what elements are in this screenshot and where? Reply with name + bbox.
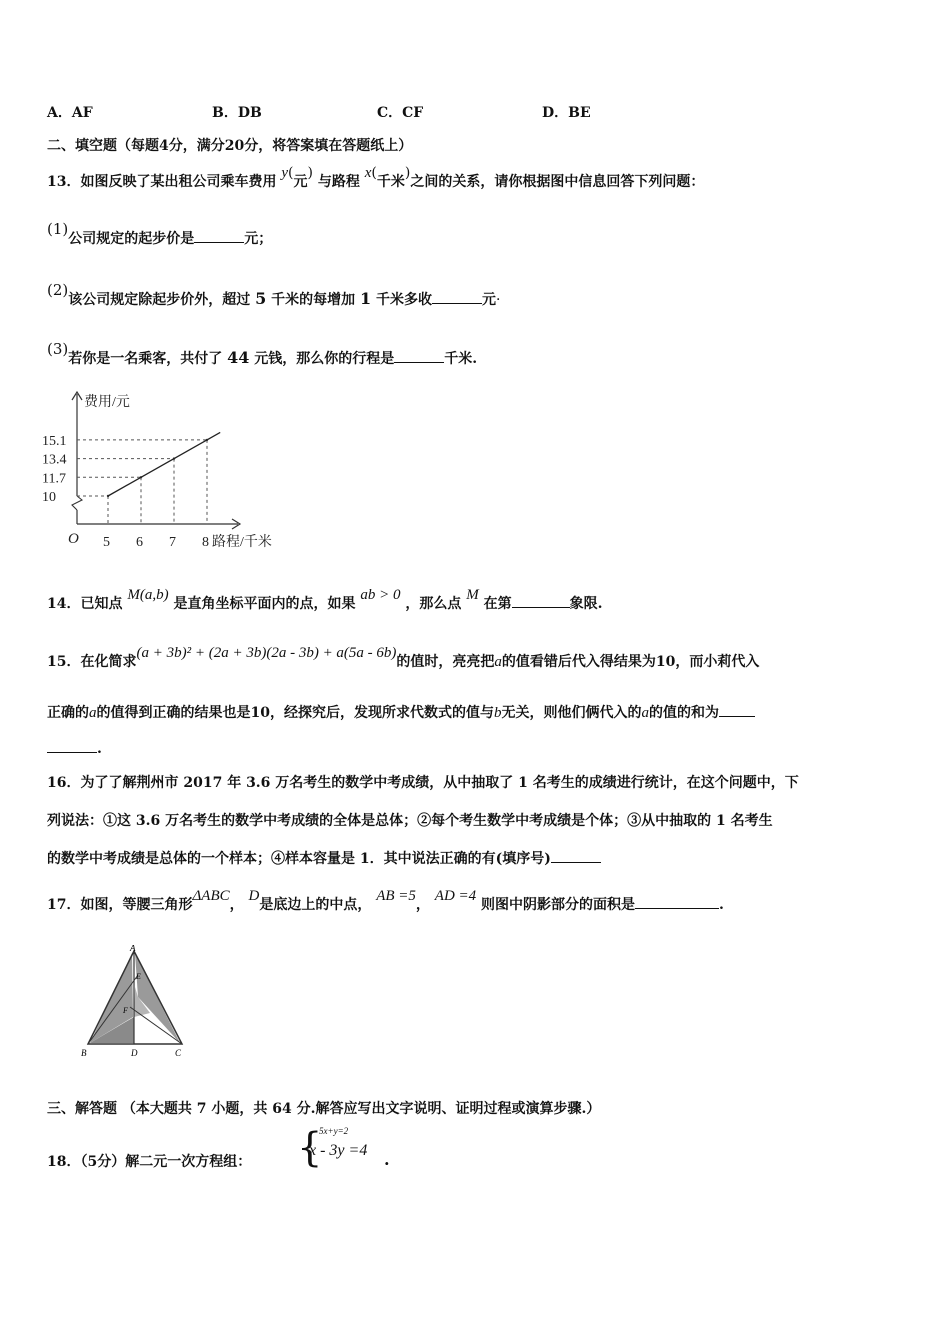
q16-line-3 bbox=[47, 848, 601, 869]
q15-blank-2 bbox=[47, 738, 97, 753]
q13-p3-a: 若你是一名乘客，共付了 bbox=[68, 351, 223, 367]
q18-stem: 18．（5分）解二元一次方程组： bbox=[47, 1154, 252, 1170]
q13-y-symbol: y bbox=[281, 165, 289, 181]
q14-stem bbox=[47, 587, 603, 614]
q13-p1-text: 公司规定的起步价是 bbox=[68, 231, 195, 247]
label-e: E bbox=[136, 972, 141, 981]
q13-p2-b: 千米的每增加 bbox=[271, 292, 356, 308]
q16-blank bbox=[551, 848, 601, 863]
y-axis-label: 费用/元 bbox=[84, 395, 130, 410]
q15-expression: (a + 3b)² + (2a + 3b)(2a - 3b) + a(5a - 6b) bbox=[136, 645, 397, 661]
q15-blank-1 bbox=[719, 702, 755, 717]
q15-line2-b: 的值得到正确的结果也是10，经探究后，发现所求代数式的值与 bbox=[96, 705, 494, 721]
label-f: F bbox=[123, 1006, 128, 1015]
option-b: B．DB bbox=[212, 105, 262, 121]
q15-line-1 bbox=[47, 645, 760, 672]
label-c: C bbox=[175, 1048, 182, 1058]
q16-line-2: 列说法：①这 3.6 万名考生的数学中考成绩的全体是总体；②每个考生数学中考成绩是个体；③从中抽取的 1 名考生 bbox=[47, 813, 773, 829]
origin-label: O bbox=[68, 531, 79, 547]
q13-x-unit: 千米 bbox=[376, 174, 405, 190]
q17-stem-5: 则图中阴影部分的面积是 bbox=[481, 897, 636, 913]
q17-d: D bbox=[248, 888, 260, 904]
q16-line-3-text: 的数学中考成绩是总体的一个样本；④样本容量是 1．其中说法正确的有(填序号) bbox=[47, 851, 551, 867]
q13-p1-num: (1) bbox=[47, 220, 69, 238]
q18-equation-system bbox=[297, 1124, 397, 1176]
q17-triangle: ΔABC bbox=[192, 888, 230, 904]
q13-p1-blank bbox=[194, 228, 244, 243]
x-tick-label-0: 5 bbox=[103, 535, 110, 550]
q15-stem-2: 的值时，亮亮把 bbox=[396, 654, 495, 670]
x-tick-label-1: 6 bbox=[136, 535, 143, 550]
option-c: C．CF bbox=[377, 105, 424, 121]
q13-x-symbol: x bbox=[364, 165, 372, 181]
q13-p2-a: 该公司规定除起步价外，超过 bbox=[68, 292, 251, 308]
q13-stem-2: 与路程 bbox=[317, 174, 360, 190]
q18-eq-2: x - 3y =4 bbox=[309, 1142, 368, 1159]
q15-var-a-2: a bbox=[89, 705, 97, 721]
q13-stem: 13．如图反映了某出租公司乘车费用 y(元) 与路程 x(千米)之间的关系，请你根据图中信息回答下列问题： bbox=[47, 165, 705, 190]
label-d: D bbox=[131, 1048, 138, 1058]
x-tick-label-3: 8 bbox=[202, 535, 209, 550]
q13-p1-end: 元； bbox=[244, 231, 273, 247]
q17-stem-4: ， bbox=[415, 897, 430, 913]
q15-stem-1: 15．在化简求 bbox=[47, 654, 137, 670]
fare-distance-chart bbox=[40, 388, 300, 558]
q14-stem-1: 14．已知点 bbox=[47, 596, 123, 612]
q13-p3-num: (3) bbox=[47, 340, 69, 358]
section-2-heading: 二、填空题（每题4分，满分20分，将答案填在答题纸上） bbox=[47, 138, 413, 154]
y-tick-label-1: 11.7 bbox=[42, 471, 66, 487]
q17-stem-1: 17．如图，等腰三角形 bbox=[47, 897, 193, 913]
label-a: A bbox=[130, 945, 136, 953]
x-tick-label-2: 7 bbox=[169, 535, 176, 550]
y-axis-break bbox=[72, 496, 82, 510]
q13-p3-b: 元钱，那么你的行程是 bbox=[254, 351, 395, 367]
q15-line2-d: 的值的和为 bbox=[648, 705, 719, 721]
q14-condition: ab > 0 bbox=[360, 587, 401, 603]
q14-stem-2: 是直角坐标平面内的点，如果 bbox=[173, 596, 356, 612]
q15-line3-end: . bbox=[97, 741, 102, 757]
brace-icon: { bbox=[297, 1125, 323, 1171]
q13-p2-c: 千米多收 bbox=[376, 292, 433, 308]
option-a: A．AF bbox=[47, 105, 93, 121]
q13-part-3 bbox=[47, 340, 478, 369]
q15-var-a-1: a bbox=[494, 654, 502, 670]
q15-stem-3: 的值看错后代入得结果为10，而小莉代入 bbox=[501, 654, 760, 670]
q13-part-1 bbox=[47, 220, 273, 249]
fare-line bbox=[108, 432, 220, 496]
q13-stem-3: 之间的关系，请你根据图中信息回答下列问题： bbox=[410, 174, 705, 190]
section-3-heading: 三、解答题 （本大题共 7 小题，共 64 分.解答应写出文字说明、证明过程或演算步骤.） bbox=[47, 1101, 601, 1117]
q17-ab: AB =5 bbox=[376, 888, 416, 904]
q14-blank bbox=[512, 593, 570, 608]
triangle-figure bbox=[78, 945, 194, 1060]
q13-p3-blank bbox=[394, 348, 444, 363]
label-b: B bbox=[81, 1048, 87, 1058]
q14-m: M bbox=[466, 587, 479, 603]
q17-ad: AD =4 bbox=[434, 888, 477, 904]
q13-y-unit: 元 bbox=[293, 174, 308, 190]
q14-stem-5: 象限. bbox=[569, 596, 603, 612]
q15-line-3 bbox=[47, 738, 102, 759]
q13-p2-n2: 1 bbox=[360, 289, 372, 308]
q18-end: . bbox=[384, 1150, 390, 1169]
q17-stem bbox=[47, 888, 724, 915]
q15-line-2 bbox=[47, 702, 755, 723]
q13-part-2: (2)该公司规定除起步价外，超过 5 千米的每增加 1 千米多收 元· bbox=[47, 281, 501, 308]
q15-line2-a: 正确的 bbox=[47, 705, 89, 721]
y-tick-label-0: 10 bbox=[42, 490, 56, 505]
q16-line-1: 16．为了了解荆州市 2017 年 3.6 万名考生的数学中考成绩，从中抽取了 1 名考生的成绩进行统计，在这个问题中，下 bbox=[47, 775, 799, 791]
y-tick-label-3: 15.1 bbox=[42, 433, 67, 449]
q17-stem-end: . bbox=[719, 897, 724, 913]
q13-p2-blank bbox=[432, 289, 482, 304]
q15-var-b: b bbox=[493, 705, 502, 721]
q17-stem-3: 是底边上的中点， bbox=[259, 897, 372, 913]
q14-stem-4: 在第 bbox=[483, 596, 512, 612]
q18-eq-1: 5x+y=2 bbox=[319, 1126, 349, 1136]
q13-p3-n: 44 bbox=[227, 348, 250, 367]
q13-p2-end: 元 bbox=[482, 292, 497, 308]
q13-stem-1: 13．如图反映了某出租公司乘车费用 bbox=[47, 174, 277, 190]
q14-point: M(a,b) bbox=[127, 587, 169, 603]
q13-p2-n1: 5 bbox=[255, 289, 267, 308]
q15-var-a-3: a bbox=[641, 705, 649, 721]
x-axis-label: 路程/千米 bbox=[212, 535, 272, 550]
q14-stem-3: ，那么点 bbox=[405, 596, 462, 612]
option-d: D．BE bbox=[542, 105, 591, 121]
q15-line2-c: 无关，则他们俩代入的 bbox=[501, 705, 642, 721]
y-tick-label-2: 13.4 bbox=[42, 452, 67, 468]
q17-stem-2: ， bbox=[229, 897, 244, 913]
q13-p3-end: 千米. bbox=[444, 351, 478, 367]
q13-p2-num: (2) bbox=[47, 281, 69, 299]
q17-blank bbox=[635, 894, 719, 909]
